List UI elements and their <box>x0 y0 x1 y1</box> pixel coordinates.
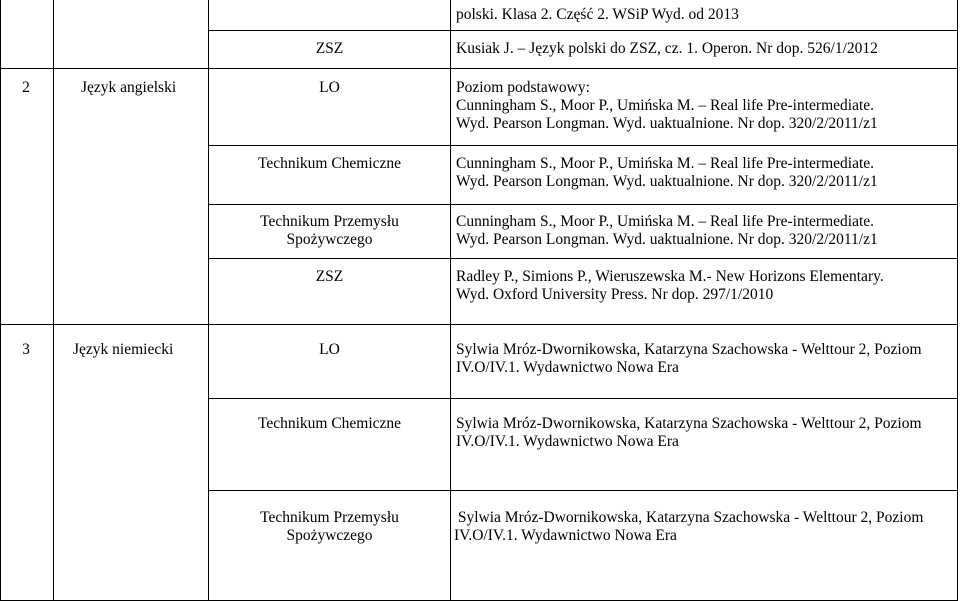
textbook-line: IV.O/IV.1. Wydawnictwo Nowa Era <box>454 527 677 544</box>
textbook-line: Wyd. Oxford University Press. Nr dop. 297/1/2010 <box>456 286 774 303</box>
school-name: Technikum Chemiczne <box>257 155 402 172</box>
textbook-line: Kusiak J. – Język polski do ZSZ, cz. 1. Operon. Nr dop. 526/1/2012 <box>456 40 878 57</box>
textbook-entry <box>456 213 878 249</box>
textbook-line: IV.O/IV.1. Wydawnictwo Nowa Era <box>456 359 679 376</box>
row-divider <box>208 145 958 146</box>
table-border-right <box>957 0 958 601</box>
row-divider <box>208 490 958 491</box>
school-name: LO <box>319 79 340 96</box>
column-divider-school <box>450 0 451 601</box>
textbook-line: Cunningham S., Moor P., Umińska M. – Real life Pre-intermediate. <box>456 97 875 114</box>
school-name-line: Technikum Przemysłu <box>260 509 399 526</box>
textbook-line: Sylwia Mróz-Dwornikowska, Katarzyna Szachowska - Welttour 2, Poziom <box>456 341 922 358</box>
row-divider <box>208 30 958 31</box>
table-border-left <box>0 0 1 601</box>
textbook-line: Cunningham S., Moor P., Umińska M. – Real life Pre-intermediate. <box>456 155 875 172</box>
row-divider <box>208 204 958 205</box>
subject-name: Język niemiecki <box>73 341 174 358</box>
textbook-entry <box>456 341 922 377</box>
textbook-line: Radley P., Simions P., Wieruszewska M.- New Horizons Elementary. <box>456 268 884 285</box>
textbook-line: IV.O/IV.1. Wydawnictwo Nowa Era <box>456 433 679 450</box>
textbook-line: Wyd. Pearson Longman. Wyd. uaktualnione. Nr dop. 320/2/2011/z1 <box>456 173 878 190</box>
school-name-line: Technikum Przemysłu <box>260 213 399 230</box>
row-divider <box>0 68 958 69</box>
row-number: 2 <box>22 79 30 96</box>
row-divider <box>208 258 958 259</box>
textbook-line: Poziom podstawowy: <box>456 79 590 96</box>
school-name: LO <box>319 341 340 358</box>
textbook-line: Wyd. Pearson Longman. Wyd. uaktualnione. Nr dop. 320/2/2011/z1 <box>456 231 878 248</box>
school-name: Technikum Chemiczne <box>257 415 402 432</box>
textbook-line: Wyd. Pearson Longman. Wyd. uaktualnione. Nr dop. 320/2/2011/z1 <box>456 115 878 132</box>
school-name <box>209 509 450 545</box>
textbook-entry <box>456 268 884 304</box>
textbook-entry <box>456 415 922 451</box>
school-name: ZSZ <box>315 268 344 285</box>
textbook-entry <box>456 155 878 191</box>
column-divider-number <box>53 0 54 601</box>
school-name-line: Spożywczego <box>286 231 373 248</box>
textbook-entry <box>454 509 923 545</box>
subject-name: Język angielski <box>81 79 177 96</box>
textbook-line: polski. Klasa 2. Część 2. WSiP Wyd. od 2013 <box>456 6 739 23</box>
school-name: ZSZ <box>315 40 344 57</box>
textbook-entry <box>456 79 878 133</box>
row-number: 3 <box>22 341 30 358</box>
textbook-entry <box>456 40 878 58</box>
textbook-entry <box>456 6 739 24</box>
school-name <box>209 213 450 249</box>
school-name-line: Spożywczego <box>286 527 373 544</box>
textbook-line: Cunningham S., Moor P., Umińska M. – Real life Pre-intermediate. <box>456 213 875 230</box>
textbook-line: Sylwia Mróz-Dwornikowska, Katarzyna Szachowska - Welttour 2, Poziom <box>454 509 924 526</box>
row-divider <box>208 398 958 399</box>
row-divider <box>0 324 958 325</box>
textbook-line: Sylwia Mróz-Dwornikowska, Katarzyna Szachowska - Welttour 2, Poziom <box>456 415 922 432</box>
